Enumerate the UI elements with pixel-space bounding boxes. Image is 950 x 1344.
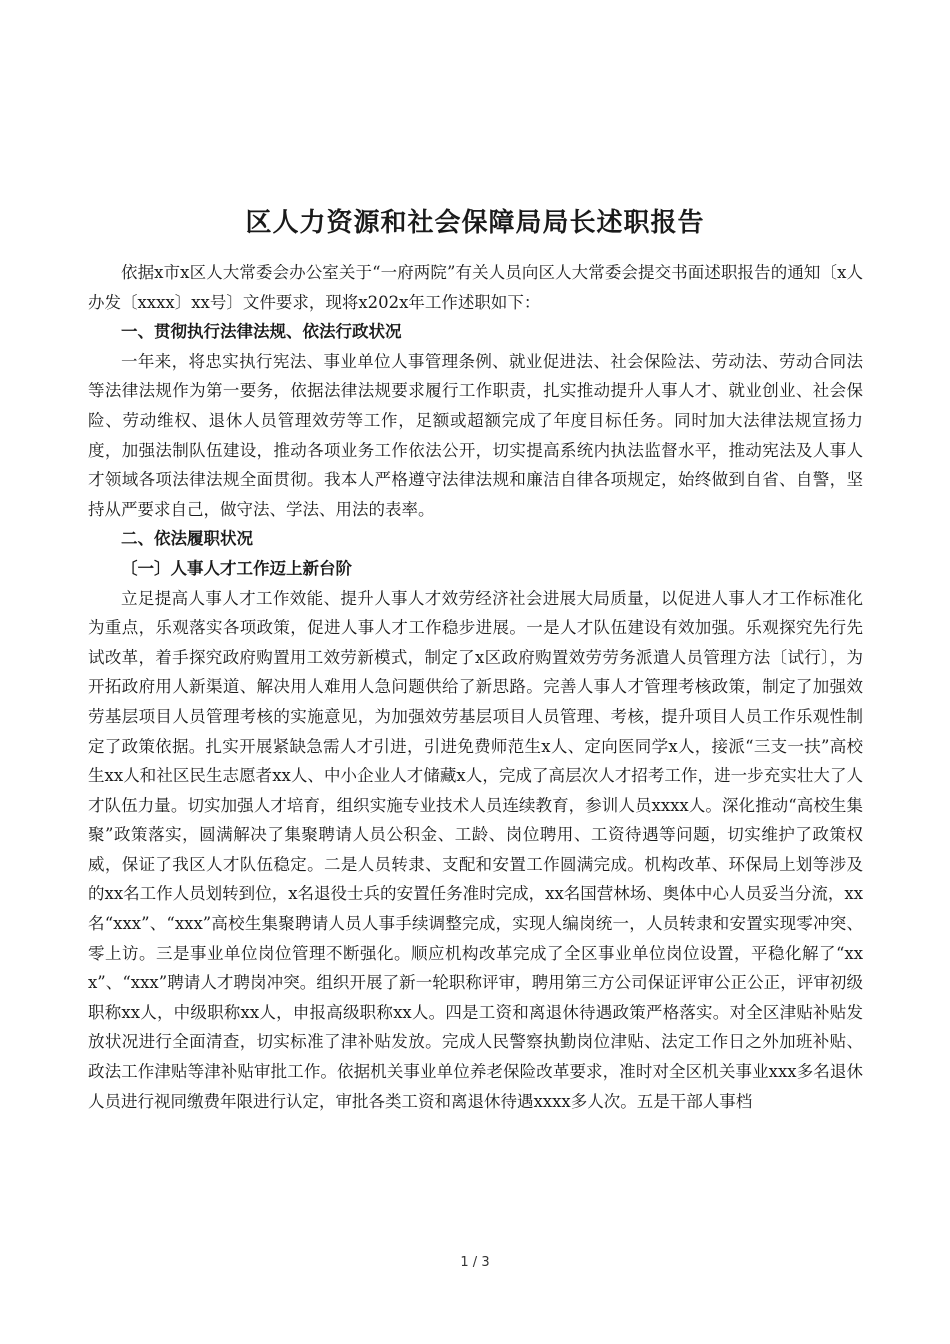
document-title: 区人力资源和社会保障局局长述职报告	[245, 208, 705, 238]
section-2-subheading-1: 〔一〕人事人才工作迈上新台阶	[121, 558, 352, 578]
section-2-heading: 二、依法履职状况	[121, 529, 253, 549]
section-1-paragraph: 一年来，将忠实执行宪法、事业单位人事管理条例、就业促进法、社会保险法、劳动法、劳动合同法等法律法规作为第一要务，依据法律法规要求履行工作职责，扎实推动提升人事人才、就业创业、社会保险、劳动维权、退休人员管理效劳等工作，足额或超额完成了年度目标任务。同时加大法律法规宣扬力度，加强法制队伍建设，推动各项业务工作依法公开，切实提高系统内执法监督水平，推动宪法及人事人才领域各项法律法规全面贯彻。我本人严格遵守法律法规和廉洁自律各项规定，始终做到自省、自警，坚持从严要求自己，做守法、学法、用法的表率。	[88, 351, 863, 519]
section-1-heading: 一、贯彻执行法律法规、依法行政状况	[121, 322, 402, 342]
section-2-paragraph: 立足提高人事人才工作效能、提升人事人才效劳经济社会进展大局质量，以促进人事人才工作标准化为重点，乐观落实各项政策，促进人事人才工作稳步进展。一是人才队伍建设有效加强。乐观探究先行先试改革，着手探究政府购置用工效劳新模式，制定了x区政府购置效劳劳务派遣人员管理方法〔试行〕，为开拓政府用人新渠道、解决用人难用人急问题供给了新思路。完善人事人才管理考核政策，制定了加强效劳基层项目人员管理考核的实施意见，为加强效劳基层项目人员管理、考核，提升项目人员工作乐观性制定了政策依据。扎实开展紧缺急需人才引进，引进免费师范生x人、定向医同学x人，接派“三支一扶”高校生xx人和社区民生志愿者xx人、中小企业人才储藏x人，完成了高层次人才招考工作，进一步充实壮大了人才队伍力量。切实加强人才培育，组织实施专业技术人员连续教育，参训人员xxxx人。深化推动“高校生集聚”政策落实，圆满解决了集聚聘请人员公积金、工龄、岗位聘用、工资待遇等问题，切实维护了政策权威，保证了我区人才队伍稳定。二是人员转隶、支配和安置工作圆满完成。机构改革、环保局上划等涉及的xx名工作人员划转到位，x名退役士兵的安置任务准时完成，xx名国营林场、奥体中心人员妥当分流，xx名“xxx”、“xxx”高校生集聚聘请人员人事手续调整完成，实现人编岗统一，人员转隶和安置实现零冲突、零上访。三是事业单位岗位管理不断强化。顺应机构改革完成了全区事业单位岗位设置，平稳化解了“xxx”、“xxx”聘请人才聘岗冲突。组织开展了新一轮职称评审，聘用第三方公司保证评审公正公正，评审初级职称xx人，中级职称xx人，申报高级职称xx人。四是工资和离退休待遇政策严格落实。对全区津贴补贴发放状况进行全面清查，切实标准了津补贴发放。完成人民警察执勤岗位津贴、法定工作日之外加班补贴、政法工作津贴等津补贴审批工作。依据机关事业单位养老保险改革要求，准时对全区机关事业xxx多名退休人员进行视同缴费年限进行认定，审批各类工资和离退休待遇xxxx多人次。五是干部人事档	[88, 588, 863, 1111]
document-body	[88, 258, 863, 1116]
intro-paragraph: 依据x市x区人大常委会办公室关于“一府两院”有关人员向区人大常委会提交书面述职报告的通知〔x人办发〔xxxx〕xx号〕文件要求，现将x202x年工作述职如下：	[88, 263, 863, 312]
page-number: 1 / 3	[460, 1255, 490, 1270]
